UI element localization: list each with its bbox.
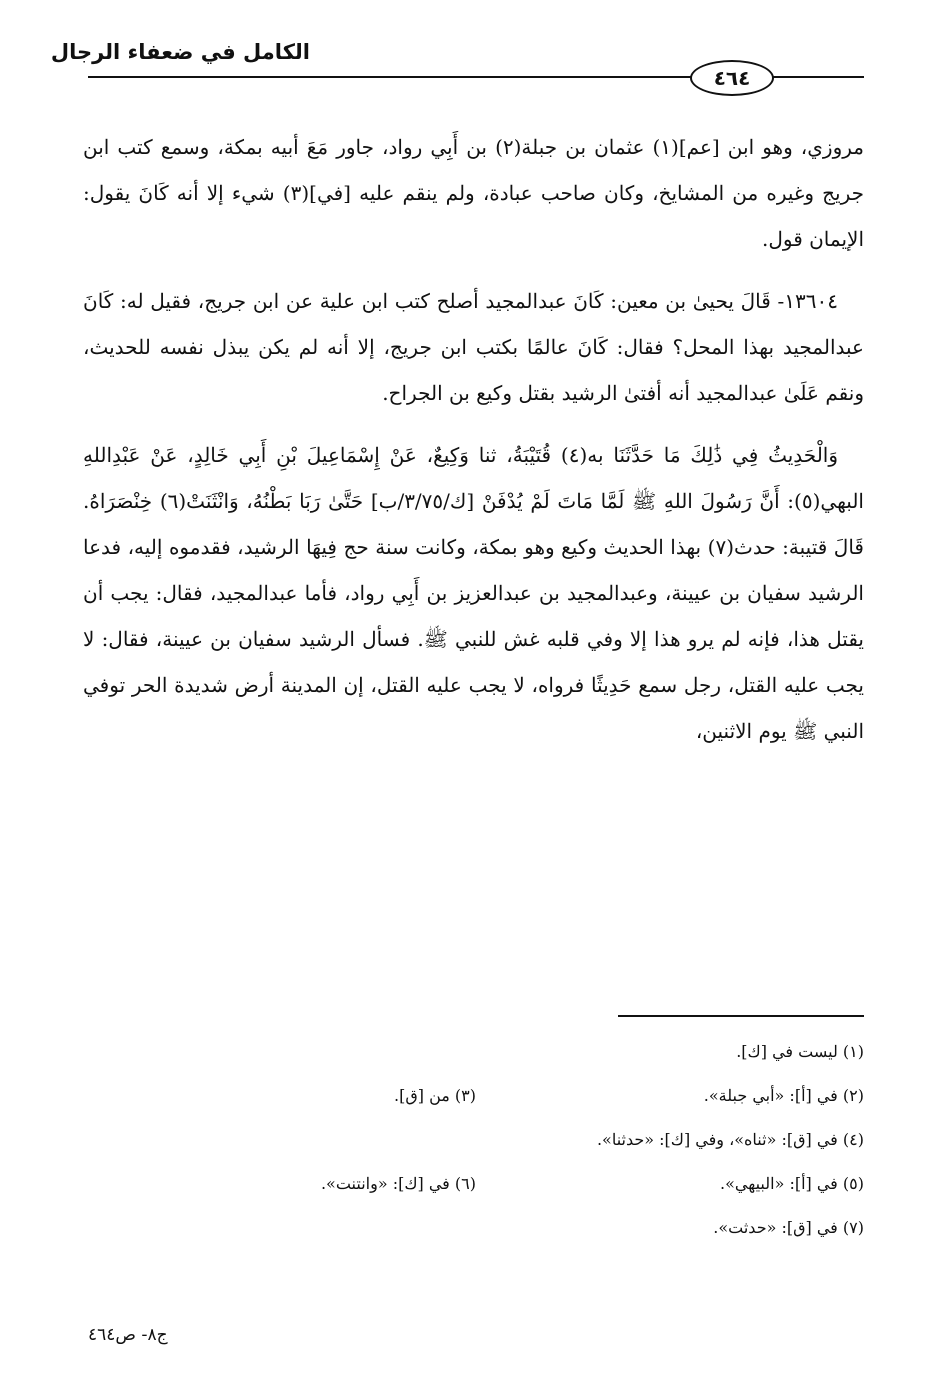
footnote-3: (٣) من [ق]. [394, 1086, 476, 1105]
footnote-1: (١) ليست في [ك]. [736, 1042, 864, 1061]
footnote-row [88, 1206, 864, 1250]
footnote-row [88, 1162, 864, 1206]
footnote-row [88, 1030, 864, 1074]
footnote-5: (٥) في [أ]: «البيهي». [720, 1174, 864, 1193]
footnote-6: (٦) في [ك]: «وانتنت». [320, 1174, 476, 1193]
footnotes [88, 1030, 864, 1250]
main-text [83, 124, 864, 770]
footnote-4: (٤) في [ق]: «ثناه»، وفي [ك]: «حدثنا». [596, 1130, 864, 1149]
footnote-row [88, 1118, 864, 1162]
paragraph-3: وَالْحَدِيثُ فِي ذَٰلِكَ مَا حَدَّثَنَا به(٤) قُتَيْبَةُ، ثنا وَكِيعٌ، عَنْ إِسْمَاعِيلَ بْنِ أَبِي خَالِدٍ، عَنْ عَبْدِاللهِ البهي(٥): أَنَّ رَسُولَ اللهِ ﷺ لَمَّا مَاتَ لَمْ يُدْفَنْ [ك/٣/٧٥/ب] حَتَّىٰ رَبَا بَطْنُهُ، وَانْثَنَتْ(٦) خِنْصَرَاهُ. قَالَ قتيبة: حدث(٧) بهذا الحديث وكيع وهو بمكة، وكانت سنة حج فِيهَا الرشيد، فقدموه إليه، فدعا الرشيد سفيان بن عيينة، وعبدالمجيد بن عبدالعزيز بن أَبِي رواد، فأما عبدالمجيد، فقال: يجب أن يقتل هذا، فإنه لم يرو هذا إلا وفي قلبه غش للنبي ﷺ. فسأل الرشيد سفيان بن عيينة، فقال: لا يجب عليه القتل، رجل سمع حَدِيثًا فرواه، لا يجب عليه القتل، إن المدينة أرض شديدة الحر توفي النبي ﷺ يوم الاثنين، [83, 443, 864, 743]
footnote-7: (٧) في [ق]: «حدثت». [713, 1218, 864, 1237]
footnote-row [88, 1074, 864, 1118]
volume-page-reference: ج٨- ص٤٦٤ [88, 1325, 168, 1345]
paragraph-2: ١٣٦٠٤- قَالَ يحيىٰ بن معين: كَانَ عبدالمجيد أصلح كتب ابن علية عن ابن جريج، فقيل له: كَانَ عبدالمجيد بهذا المحل؟ فقال: كَانَ عالمًا بكتب ابن جريج، إلا أنه لم يكن يبذل نفسه للحديث، ونقم عَلَىٰ عبدالمجيد أنه أفتىٰ الرشيد بقتل وكيع بن الجراح. [83, 289, 864, 405]
footnote-2: (٢) في [أ]: «أبي جبلة». [703, 1086, 864, 1105]
page-number-badge: ٤٦٤ [690, 60, 774, 96]
footnote-divider [618, 1015, 864, 1017]
running-header-title: الكامل في ضعفاء الرجال [50, 40, 310, 64]
paragraph-1: مروزي، وهو ابن [عم](١) عثمان بن جبلة(٢) بن أَبِي رواد، جاور مَعَ أبيه بمكة، وسمع كتب ابن جريج وغيره من المشايخ، وكان صاحب عبادة، ولم ينقم عليه [في](٣) شيء إلا أنه كَانَ يقول: الإيمان قول. [83, 135, 864, 251]
